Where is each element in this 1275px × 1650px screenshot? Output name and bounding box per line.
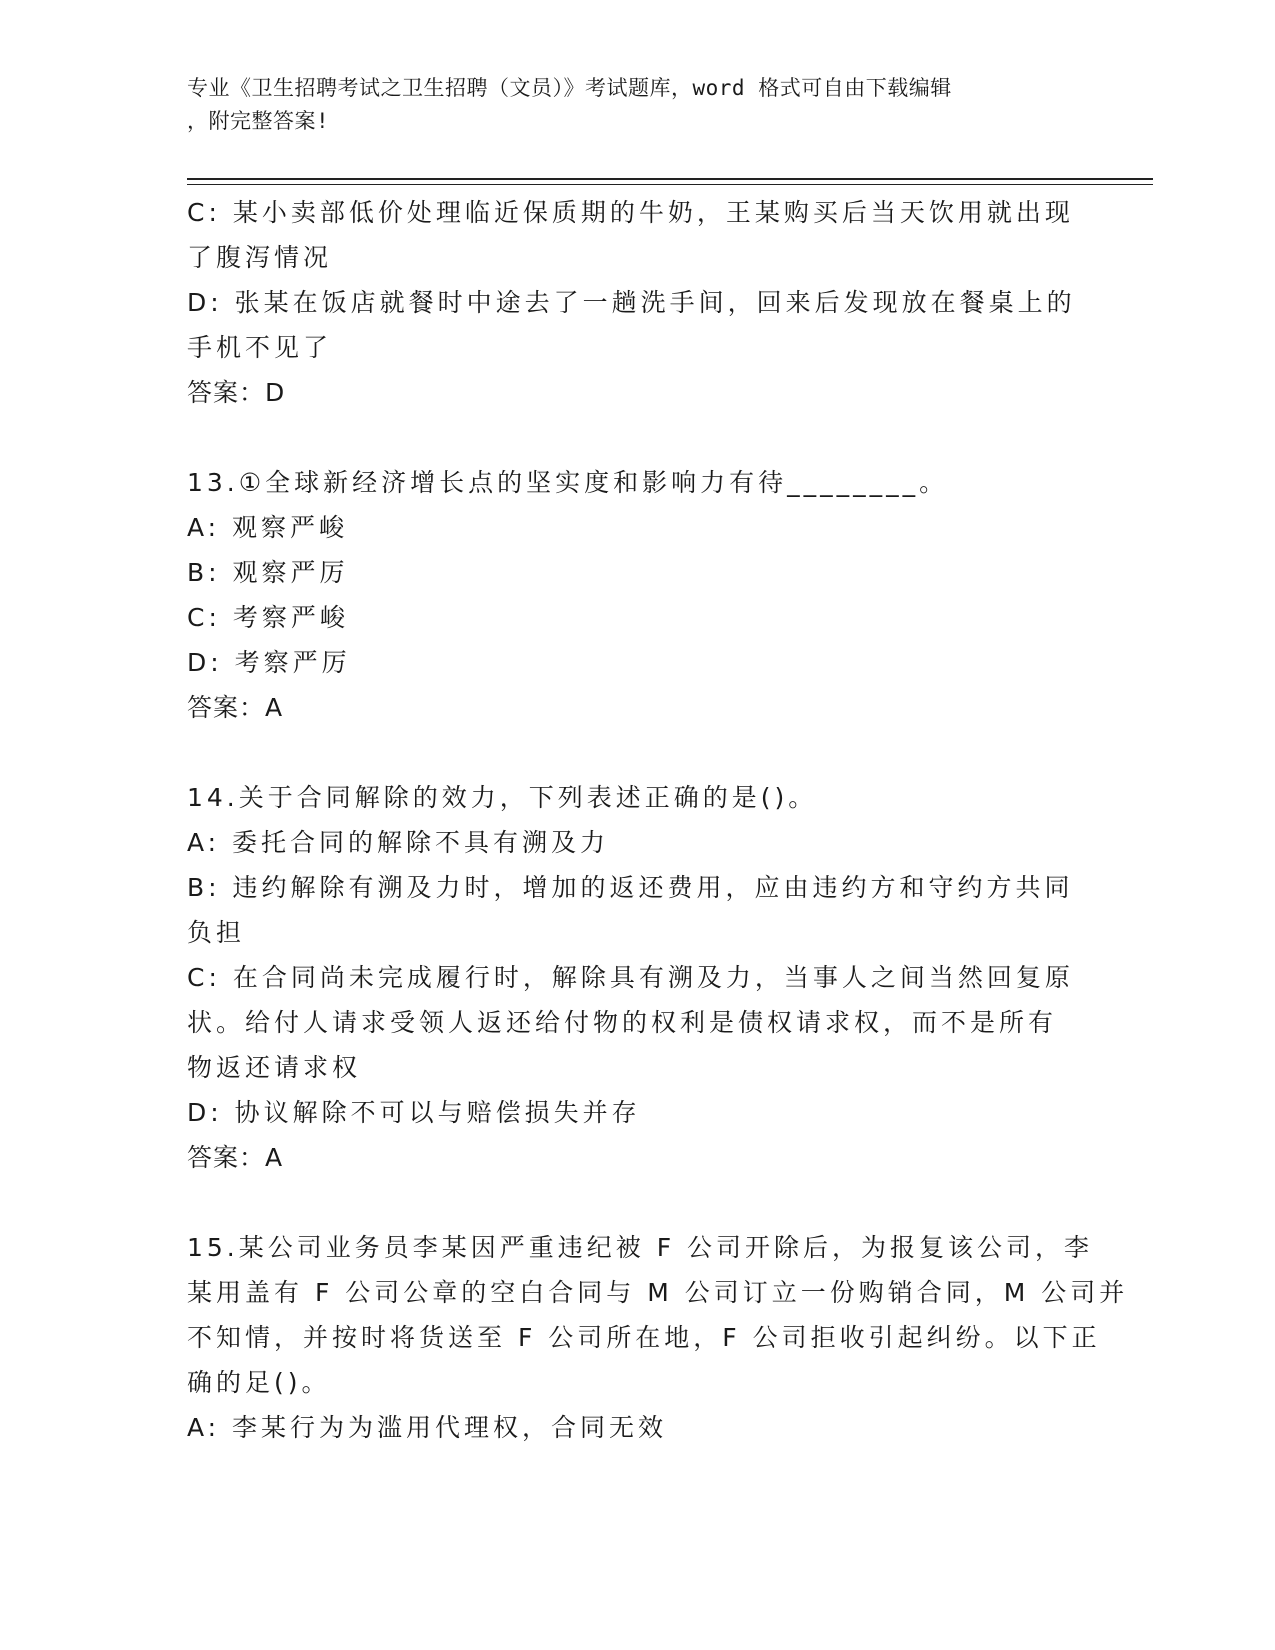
question-stem-line-4: 确的足()。 — [187, 1368, 331, 1397]
option-c-line-2: 状。给付人请求受领人返还给付物的权利是债权请求权，而不是所有 — [187, 1008, 1058, 1037]
header-line-2: ，附完整答案! — [187, 109, 330, 133]
question-14 — [187, 775, 1087, 1180]
question-stem-line-2: 某用盖有 F 公司公章的空白合同与 M 公司订立一份购销合同，M 公司并 — [187, 1278, 1129, 1307]
option-a: A: 李某行为为滥用代理权，合同无效 — [187, 1413, 668, 1442]
document-body — [187, 190, 1129, 1450]
question-13 — [187, 460, 1087, 730]
option-c-line-3: 物返还请求权 — [187, 1053, 362, 1082]
option-c-line-1: C: 在合同尚未完成履行时，解除具有溯及力，当事人之间当然回复原 — [187, 963, 1074, 992]
question-stem: 14.关于合同解除的效力，下列表述正确的是()。 — [187, 783, 818, 812]
answer-label: 答案：A — [187, 1143, 284, 1172]
header-line-1: 专业《卫生招聘考试之卫生招聘（文员）》考试题库，word 格式可自由下载编辑 — [187, 76, 952, 100]
prev-question-block — [187, 190, 1087, 415]
option-d: D: 考察严厉 — [187, 648, 351, 677]
header-rule-thick — [187, 178, 1153, 180]
option-a: A: 委托合同的解除不具有溯及力 — [187, 828, 610, 857]
option-c-line-1: C: 某小卖部低价处理临近保质期的牛奶，王某购买后当天饮用就出现 — [187, 198, 1074, 227]
option-b-line-2: 负担 — [187, 918, 246, 947]
question-stem-line-1: 15.某公司业务员李某因严重违纪被 F 公司开除后，为报复该公司，李 — [187, 1233, 1094, 1262]
answer-label: 答案：A — [187, 693, 284, 722]
option-d-line-1: D: 张某在饭店就餐时中途去了一趟洗手间，回来后发现放在餐桌上的 — [187, 288, 1076, 317]
document-header — [187, 72, 1067, 138]
spacer — [187, 1180, 1087, 1225]
option-d-line-2: 手机不见了 — [187, 333, 333, 362]
option-a: A: 观察严峻 — [187, 513, 349, 542]
option-b-line-1: B: 违约解除有溯及力时，增加的返还费用，应由违约方和守约方共同 — [187, 873, 1074, 902]
spacer — [187, 415, 1087, 460]
option-c: C: 考察严峻 — [187, 603, 349, 632]
answer-label: 答案：D — [187, 378, 286, 407]
question-15 — [187, 1225, 1129, 1450]
option-d: D: 协议解除不可以与赔偿损失并存 — [187, 1098, 641, 1127]
spacer — [187, 730, 1087, 775]
option-b: B: 观察严厉 — [187, 558, 349, 587]
header-rule-thin — [187, 184, 1153, 185]
question-stem-line-3: 不知情，并按时将货送至 F 公司所在地，F 公司拒收引起纠纷。以下正 — [187, 1323, 1101, 1352]
question-stem: 13.①全球新经济增长点的坚实度和影响力有待________。 — [187, 468, 949, 497]
option-c-line-2: 了腹泻情况 — [187, 243, 333, 272]
